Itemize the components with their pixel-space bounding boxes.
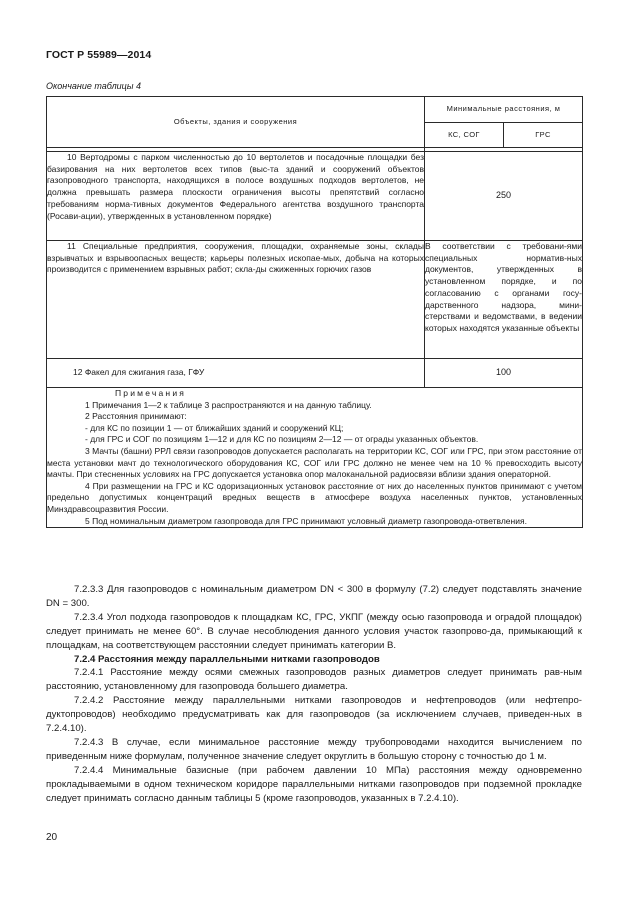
notes-title: Примечания	[115, 388, 187, 398]
note-item: 3 Мачты (башни) РРЛ связи газопроводов допускается располагать на территории КС, СОГ или ГРС, при этом расстояние от места установки мачт до технологического оборудования КС, СОГ или ГРС должно не менее чем на 10 % превосходить высоту мачты. При стесненных условиях на ГРС допускается установка опор малоканальной радиосвязи вблизи здания операторной.	[47, 445, 582, 480]
paragraph: 7.2.4.3 В случае, если минимальное расстояние между трубопроводами находится вычислением по приведенным ниже формулам, полученное значение следует округлить в большую сторону с точностью до 1 м.	[46, 736, 582, 762]
note-item: 2 Расстояния принимают:	[85, 411, 187, 422]
row-value: 100	[425, 359, 583, 388]
table-caption: Окончание таблицы 4	[46, 81, 141, 91]
note-item: 1 Примечания 1—2 к таблице 3 распространяются и на данную таблицу.	[85, 399, 372, 410]
row-object-text: 10 Вертодромы с парком численностью до 10 вертолетов и посадочные площадки без базирования на них вертолетов всех типов (выс-та зданий и сооружений объектов газопроводного транспорта, находящихся в полосе воздушных подходов вертолетов, не должна превышать размера плоскости ограничения высоты препятствий согласно требованиям норма-тивных документов Федерального агентства воздушного транспорта (Росави-ации), утвержденных в установленном порядке)	[47, 152, 425, 241]
table-row	[47, 241, 583, 359]
row-value: 250	[425, 152, 583, 241]
table-notes-row	[47, 388, 583, 528]
page-number: 20	[46, 832, 58, 843]
table-row	[47, 359, 583, 388]
note-item: 5 Под номинальным диаметром газопровода для ГРС принимают условный диаметр газопровода-ответвления.	[85, 515, 527, 526]
paragraph: 7.2.4.1 Расстояние между осями смежных газопроводов разных диаметров следует принимать рав-ным расстоянию, установленному для газопровода большего диаметра.	[46, 667, 582, 693]
note-item: 4 При размещении на ГРС и КС одоризационных установок расстояние от них до населенных пунктов принимают с учетом предельно допустимых концентраций вредных веществ в атмосфере воздуха населенных пунктов, установленных Минздравсоцразвития России.	[47, 480, 582, 514]
header-objects: Объекты, здания и сооружения	[47, 97, 425, 148]
row-object-text: 12 Факел для сжигания газа, ГФУ	[47, 359, 425, 388]
header-min-distance: Минимальные расстояния, м	[425, 97, 583, 123]
note-item: - для КС по позиции 1 — от ближайших зданий и сооружений КЦ;	[85, 422, 344, 433]
table-notes	[47, 388, 583, 528]
document-code: ГОСТ Р 55989—2014	[46, 49, 152, 61]
paragraph: 7.2.4.4 Минимальные базисные (при рабочем давлении 10 МПа) расстояния между одновременно прокладываемыми в одном техническом коридоре параллельными нитками газопроводов при подземной прокладке следует принимать согласно данным таблицы 5 (кроме газопроводов, указанных в 7.2.4.10).	[46, 764, 582, 804]
table-row	[47, 152, 583, 241]
row-object-text: 11 Специальные предприятия, сооружения, площадки, охраняемые зоны, склады взрывчатых и взрывоопасных веществ; карьеры полезных ископае-мых, добыча на которых производится с применением взрывных работ; скла-ды сжиженных горючих газов	[47, 241, 425, 359]
header-grs: ГРС	[504, 122, 583, 148]
note-item: - для ГРС и СОГ по позициям 1—12 и для КС по позициям 2—12 — от ограды указанных объектов.	[85, 434, 479, 445]
paragraph: 7.2.3.4 Угол подхода газопроводов к площадкам КС, ГРС, УКПГ (между осью газопровода и оградой площадок) следует принимать не менее 60°. В случае несоблюдения данного условия участок газопрово-да, примыкающий к площадкам, на соответствующем расстоянии следует принимать категории В.	[46, 611, 582, 651]
paragraph: 7.2.4.2 Расстояние между параллельными нитками газопроводов и нефтепроводов (или нефтепро-дуктопроводов) необходимо предусматривать как для газопроводов (за исключением случаев, приведен-ных в 7.2.4.10).	[46, 695, 582, 735]
paragraph: 7.2.3.3 Для газопроводов с номинальным диаметром DN < 300 в формулу (7.2) следует подставлять значение DN = 300.	[46, 584, 582, 609]
table-4	[46, 96, 583, 528]
body-text	[46, 583, 582, 806]
section-heading: 7.2.4 Расстояния между параллельными нитками газопроводов	[74, 653, 380, 665]
row-value: В соответствии с требовани-ями специальных норматив-ных документов, утвержденных в установленном порядке, и по согласованию с органами госу-дарственного надзора, мини-стерствами и ведомствами, в ведении которых находятся указанные объекты	[425, 241, 583, 359]
header-ks-sog: КС, СОГ	[425, 122, 504, 148]
